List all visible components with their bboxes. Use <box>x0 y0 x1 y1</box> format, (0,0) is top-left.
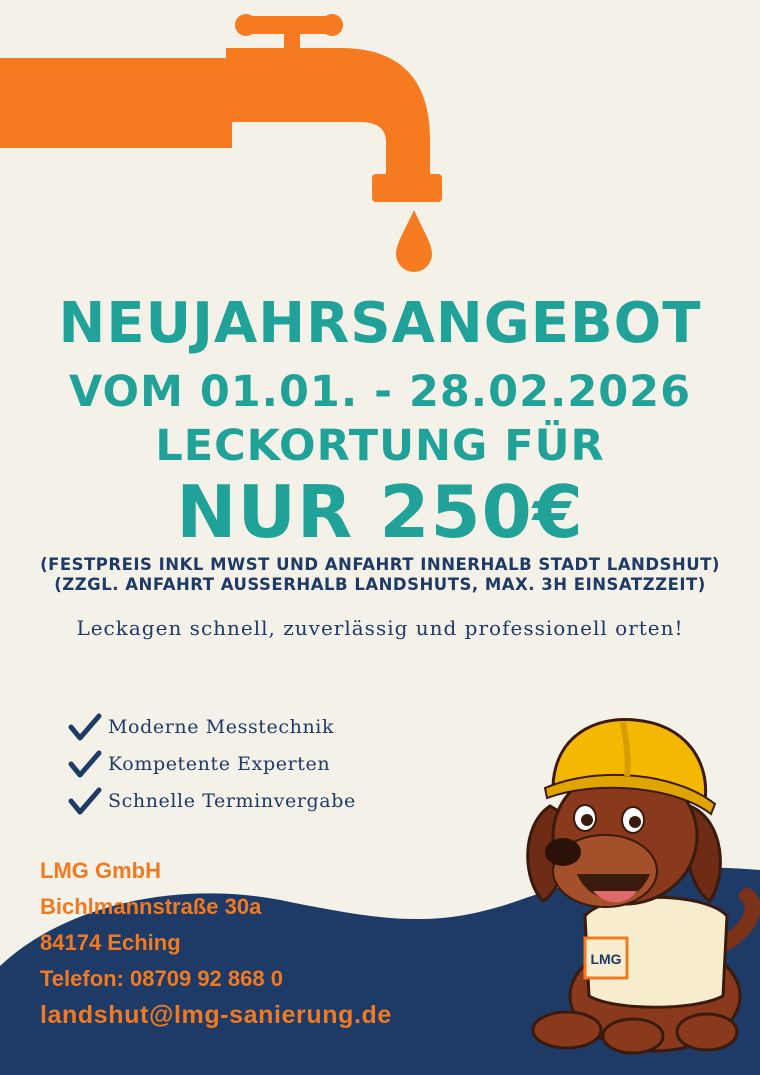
phone-number[interactable]: Telefon: 08709 92 868 0 <box>40 966 283 991</box>
city-address: 84174 Eching <box>40 930 181 955</box>
offer-title: NEUJAHRSANGEBOT <box>58 291 702 356</box>
feature-label: Schnelle Terminvergabe <box>108 789 356 812</box>
water-drop-icon <box>396 210 432 272</box>
shirt-logo: LMG <box>590 951 622 967</box>
price-note-1: (FESTPREIS INKL MWST UND ANFAHRT INNERHALB STADT LANDSHUT) <box>40 555 720 574</box>
tagline: Leckagen schnell, zuverlässig und professionell orten! <box>76 616 684 640</box>
checkmark-icon <box>68 712 102 742</box>
feature-item <box>68 745 356 782</box>
street-address: Bichlmannstraße 30a <box>40 894 262 919</box>
contact-block <box>40 856 392 1036</box>
checkmark-icon <box>68 749 102 779</box>
offer-service: LECKORTUNG FÜR <box>155 421 605 471</box>
email-link[interactable]: landshut@lmg-sanierung.de <box>40 1001 392 1029</box>
feature-label: Moderne Messtechnik <box>108 715 335 738</box>
checkmark-icon <box>68 786 102 816</box>
dog-mascot <box>515 706 760 1061</box>
feature-list <box>68 708 356 819</box>
faucet-icon <box>0 0 460 280</box>
feature-item <box>68 708 356 745</box>
offer-period: VOM 01.01. - 28.02.2026 <box>69 367 691 417</box>
company-name: LMG GmbH <box>40 858 161 883</box>
feature-item <box>68 782 356 819</box>
feature-label: Kompetente Experten <box>108 752 331 775</box>
price-note-2: (ZZGL. ANFAHRT AUSSERHALB LANDSHUTS, MAX. 3H EINSATZZEIT) <box>54 575 706 594</box>
offer-price: NUR 250€ <box>176 470 584 554</box>
